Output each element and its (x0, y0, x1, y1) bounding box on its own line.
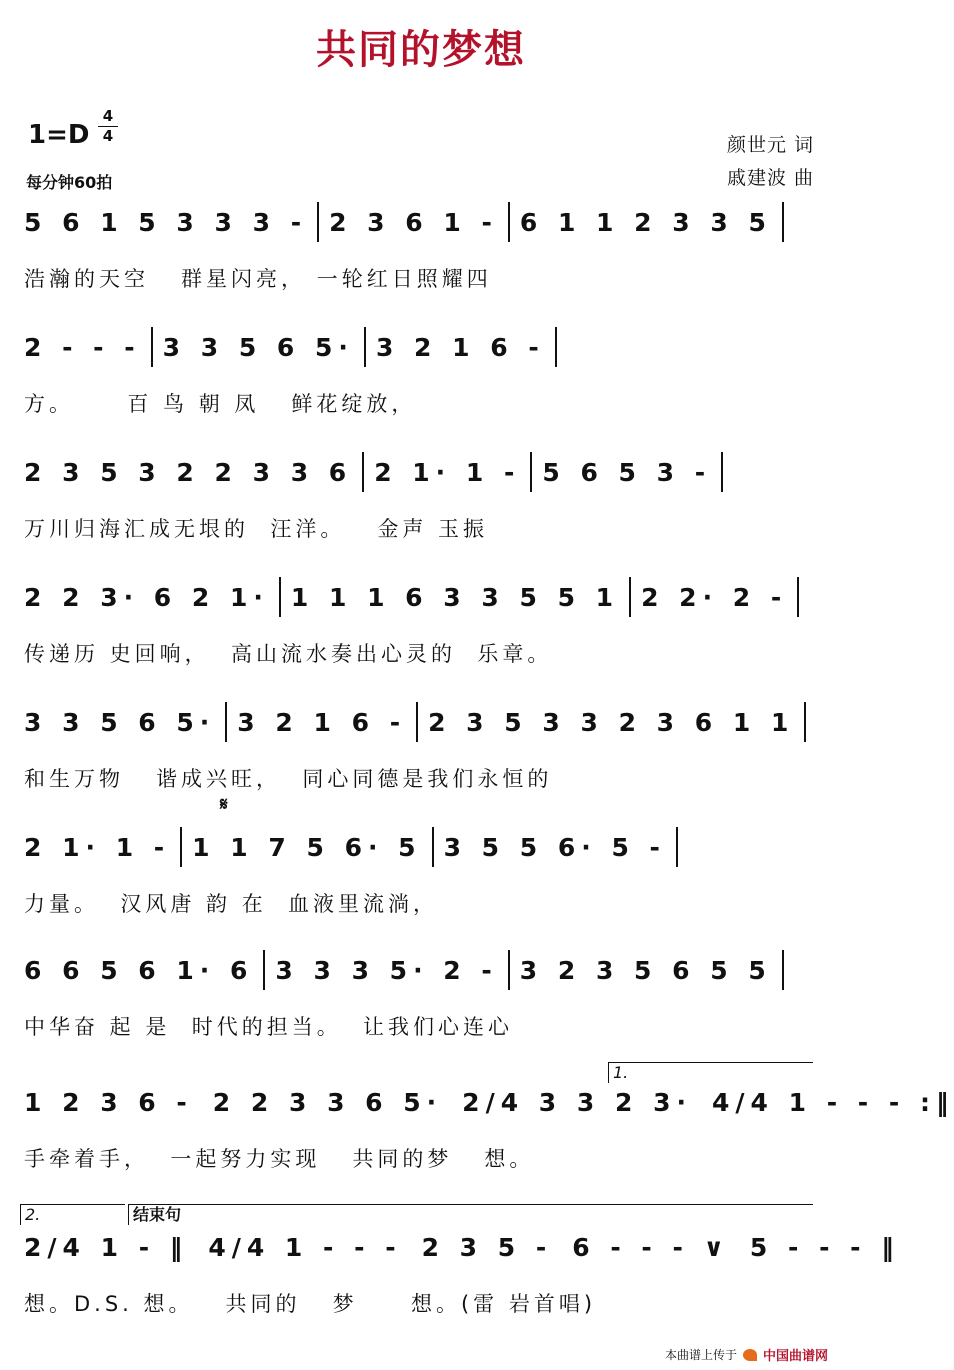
time-top: 4 (102, 107, 114, 125)
measure: 5 6 1 5 3 3 3 - (24, 207, 308, 237)
bar-line (432, 827, 434, 867)
bar-line (629, 577, 631, 617)
ending-label: 结束句 (128, 1204, 813, 1225)
volta-second: 2. (20, 1204, 125, 1225)
notation-line (24, 450, 822, 494)
measure: 1 1 1 6 3 3 5 5 1 (290, 582, 620, 612)
bar-line (263, 950, 265, 990)
bar-line (508, 950, 510, 990)
bar-line (416, 702, 418, 742)
measure: 5 6 5 3 - (542, 457, 712, 487)
score-row (0, 825, 842, 925)
score-row (0, 450, 842, 550)
tempo-marking: 每分钟60拍 (26, 173, 113, 192)
volta-first: 1. (608, 1062, 813, 1083)
score-row (0, 948, 842, 1048)
bar-line (797, 577, 799, 617)
lyric-line: 方。 百 鸟 朝 凤 鲜花绽放， (24, 392, 417, 416)
measure: 3 2 3 5 6 5 5 (519, 955, 772, 985)
measure: 6 6 5 6 1· 6 (24, 955, 254, 985)
measure: 2/4 3 3 2 3· (462, 1087, 692, 1117)
lyric-line: 想。D.S. 想。 共同的 梦 想。(雷 岩首唱) (24, 1292, 597, 1316)
measure: 3 5 5 6· 5 - (443, 832, 666, 862)
lyric-line: 力量。 汉风唐 韵 在 血液里流淌， (24, 892, 439, 916)
bar-line (804, 702, 806, 742)
measure: 2 2 3· 6 2 1· (24, 582, 269, 612)
measure: 2 2 3 3 6 5· (212, 1087, 443, 1117)
score-row (0, 575, 842, 675)
bar-line (225, 702, 227, 742)
bar-line (362, 452, 364, 492)
measure: 3 3 5 6 5· (24, 707, 216, 737)
bar-line (721, 452, 723, 492)
footer-site: 中国曲谱网 (762, 1349, 828, 1364)
measure: 2 3 6 1 - (329, 207, 498, 237)
lyric-line: 中华奋 起 是 时代的担当。 让我们心连心 (24, 1015, 514, 1039)
measure: 3 3 5 6 5· (162, 332, 354, 362)
composer-credit: 戚建波 曲 (726, 167, 814, 189)
lyricist-credit: 颜世元 词 (726, 134, 814, 156)
measure: 4/4 1 - - - :‖ (711, 1087, 954, 1117)
measure: 2 3 5 3 3 2 3 6 1 1 (428, 707, 795, 737)
bar-line (782, 202, 784, 242)
bar-line (364, 327, 366, 367)
measure: 2/4 1 - ‖ (24, 1232, 189, 1262)
measure: 6 1 1 2 3 3 5 (519, 207, 772, 237)
key-signature: 1=D (28, 120, 90, 150)
bar-line (508, 202, 510, 242)
bar-line (782, 950, 784, 990)
lyric-line: 手牵着手， 一起努力实现 共同的梦 想。 (24, 1147, 535, 1171)
bar-line (180, 827, 182, 867)
score-row (0, 1225, 900, 1325)
measure: 2 1· 1 - (374, 457, 521, 487)
footer-text: 本曲谱上传于 (664, 1348, 737, 1362)
notation-line (24, 700, 822, 744)
site-logo-icon (743, 1349, 757, 1361)
score-row (0, 200, 842, 300)
bar-line (151, 327, 153, 367)
bar-line (279, 577, 281, 617)
measure: 2 1· 1 - (24, 832, 171, 862)
lyric-line: 传递历 史回响， 高山流水奏出心灵的 乐章。 (24, 642, 553, 666)
notation-line (24, 825, 822, 869)
song-title: 共同的梦想 (316, 27, 526, 73)
measure: 3 2 1 6 - (375, 332, 545, 362)
measure: 2 3 5 3 2 2 3 3 6 (24, 457, 353, 487)
notation-line (24, 948, 822, 992)
segno-mark: 𝄋 (220, 794, 228, 815)
measure: 3 2 1 6 - (237, 707, 407, 737)
measure: 2 3 5 - (421, 1232, 553, 1262)
time-bottom: 4 (102, 127, 114, 145)
measure: 6 - - - ∨ (572, 1232, 730, 1262)
lyric-line: 和生万物 谐成兴旺， 同心同德是我们永恒的 (24, 767, 553, 791)
measure: 4/4 1 - - - (208, 1232, 402, 1262)
lyric-line: 万川归海汇成无垠的 汪洋。 金声 玉振 (24, 517, 489, 541)
notation-line (24, 575, 822, 619)
notation-line (24, 325, 822, 369)
measure: 2 - - - (24, 332, 141, 362)
measure: 2 2· 2 - (641, 582, 788, 612)
notation-line (24, 1225, 900, 1269)
time-signature (98, 108, 118, 145)
bar-line (317, 202, 319, 242)
notation-line (24, 1080, 954, 1124)
score-row (0, 1080, 954, 1180)
bar-line (555, 327, 557, 367)
score-row (0, 325, 842, 425)
bar-line (530, 452, 532, 492)
notation-line (24, 200, 822, 244)
bar-line (676, 827, 678, 867)
measure: 3 3 3 5· 2 - (275, 955, 498, 985)
measure: 1 1 7 5 6· 5 (192, 832, 422, 862)
measure: 1 2 3 6 - (24, 1087, 193, 1117)
lyric-line: 浩瀚的天空 群星闪亮， 一轮红日照耀四 (24, 267, 492, 291)
measure: 5 - - - ‖ (749, 1232, 900, 1262)
footer (665, 1345, 828, 1364)
score-row (0, 700, 842, 800)
